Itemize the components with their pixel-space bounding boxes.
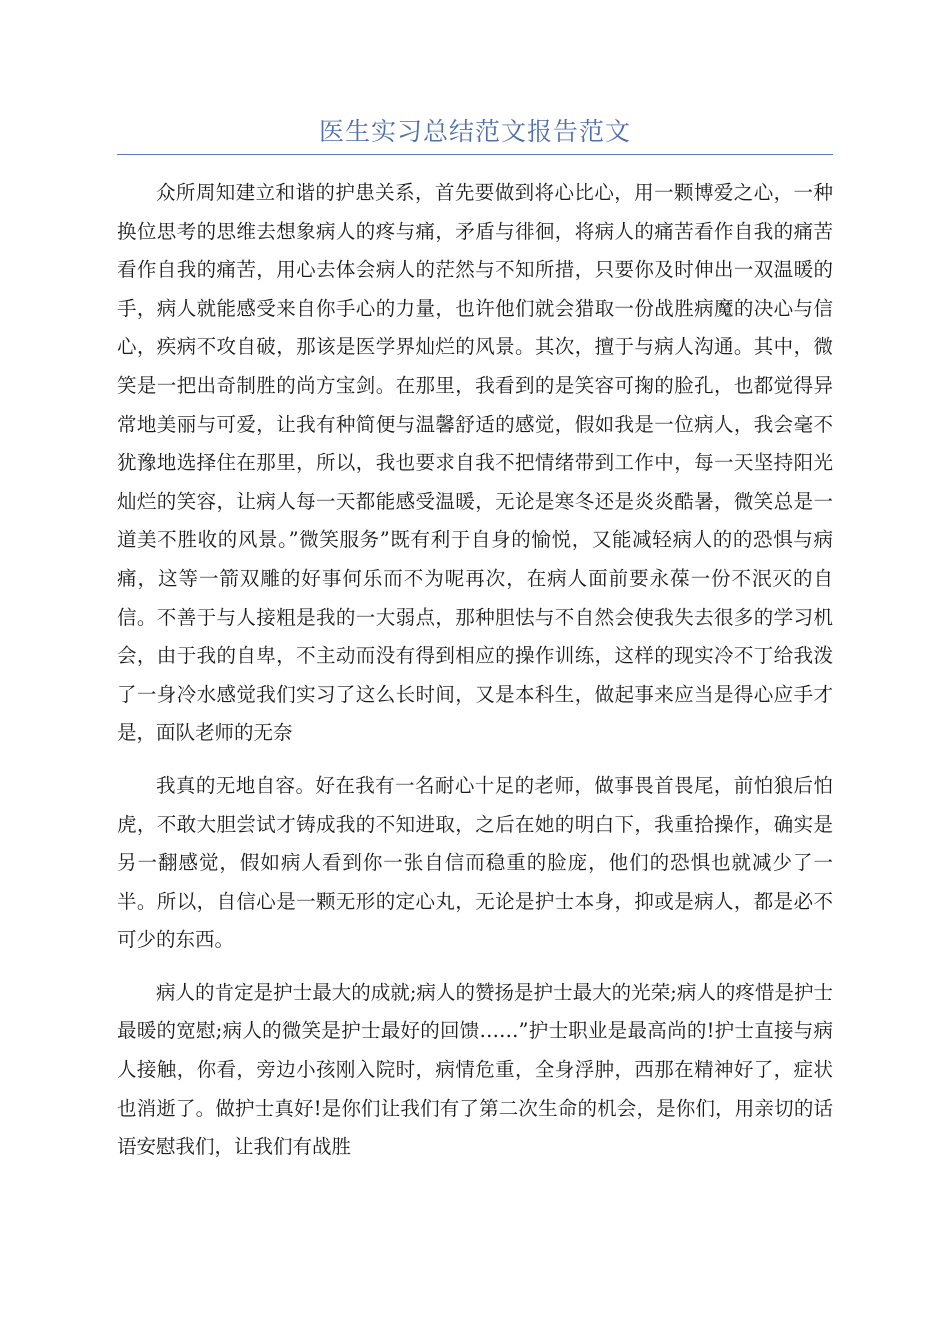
paragraph-3: 病人的肯定是护士最大的成就;病人的赞扬是护士最大的光荣;病人的疼惜是护士最暖的宽慰;病人的微笑是护士最好的回馈……”护士职业是最高尚的!护士直接与病人接触，你看，旁边小孩刚入院时，病情危重，全身浮肿，西那在精神好了，症状也消逝了。做护士真好!是你们让我们有了第二次生命的机会，是你们，用亲切的话语安慰我们，让我们有战胜 [117, 980, 833, 1159]
paragraph-1: 众所周知建立和谐的护患关系，首先要做到将心比心，用一颗博爱之心，一种换位思考的思维去想象病人的疼与痛，矛盾与徘徊，将病人的痛苦看作自我的痛苦看作自我的痛苦，用心去体会病人的茫然与不知所措，只要你及时伸出一双温暖的手，病人就能感受来自你手心的力量，也许他们就会猎取一份战胜病魔的决心与信心，疾病不攻自破，那该是医学界灿烂的风景。其次，擅于与病人沟通。其中，微笑是一把出奇制胜的尚方宝剑。在那里，我看到的是笑容可掬的脸孔，也都觉得异常地美丽与可爱，让我有种简便与温馨舒适的感觉，假如我是一位病人，我会毫不犹豫地选择住在那里，所以，我也要求自我不把情绪带到工作中，每一天坚持阳光灿烂的笑容，让病人每一天都能感受温暖，无论是寒冬还是炎炎酷暑，微笑总是一道美不胜收的风景。”微笑服务”既有利于自身的愉悦，又能减轻病人的的恐惧与病痛，这等一箭双雕的好事何乐而不为呢再次，在病人面前要永葆一份不泯灭的自信。不善于与人接粗是我的一大弱点，那种胆怯与不自然会使我失去很多的学习机会，由于我的自卑，不主动而没有得到相应的操作训练，这样的现实冷不丁给我泼了一身冷水感觉我们实习了这么长时间，又是本科生，做起事来应当是得心应手才是，面队老师的无奈 [117, 181, 833, 745]
title-underline [117, 154, 833, 155]
document-body [117, 174, 833, 1167]
document-title: 医生实习总结范文报告范文 [318, 117, 631, 146]
paragraph-2: 我真的无地自容。好在我有一名耐心十足的老师，做事畏首畏尾，前怕狼后怕虎，不敢大胆尝试才铸成我的不知进取，之后在她的明白下，我重拾操作，确实是另一翻感觉，假如病人看到你一张自信而稳重的脸庞，他们的恐惧也就减少了一半。所以，自信心是一颗无形的定心丸，无论是护士本身，抑或是病人，都是必不可少的东西。 [117, 773, 833, 952]
